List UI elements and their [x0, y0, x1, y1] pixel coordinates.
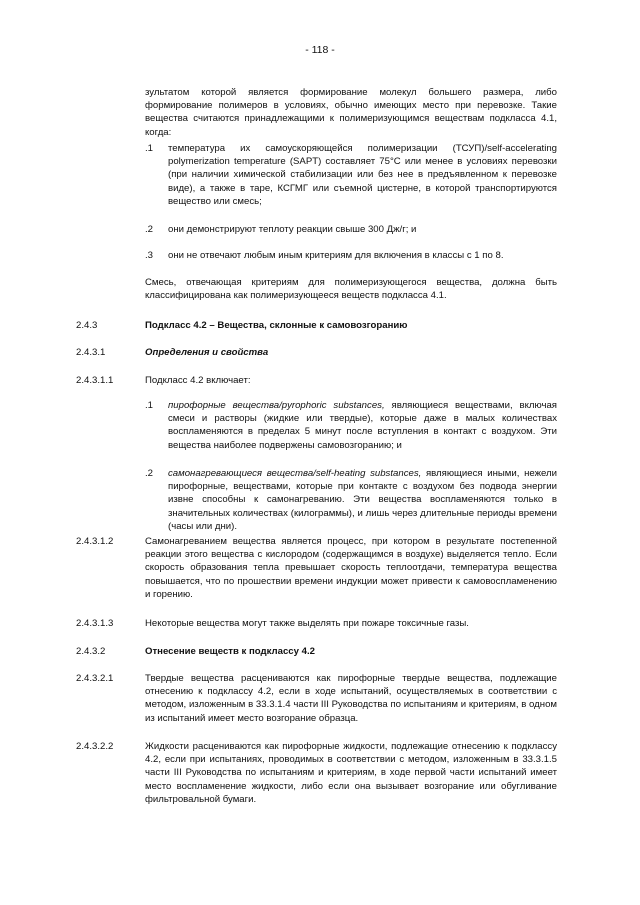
- section-number: 2.4.3.2.2: [76, 741, 114, 752]
- term: самонагревающиеся вещества/self-heating substances,: [168, 468, 422, 479]
- section-number: 2.4.3.2: [76, 646, 106, 657]
- section-number: 2.4.3.1.1: [76, 375, 114, 386]
- paragraph: Самонагреванием вещества является процесс, при котором в результате постепенной реакции этого вещества с кислородом (содержащимся в воздухе) выделяется тепло. Если скорость образования тепла превышает скорость теплоотдачи, температура вещества повышается, что по прошествии времени индукции может привести к самовоспламенению и горению.: [145, 536, 557, 600]
- section-number: 2.4.3.2.1: [76, 673, 114, 684]
- term-description: являющиеся иными, нежели пирофорные, веществами, которые при контакте с воздухом без подвода энергии извне способны к самонагреванию. Эти вещества воспламеняются только в значительных количествах (килограммы), и лишь через длительные периоды времени (часы или дни).: [168, 468, 558, 532]
- term-description: являющиеся веществами, включая смеси и растворы (жидкие или твердые), которые даже в малых количествах воспламеняются в пределах 5 минут после вступления в контакт с воздухом. Эти вещества наиболее подвержены самовозгоранию; и: [168, 400, 558, 451]
- page-number: - 118 -: [305, 44, 335, 56]
- paragraph: Подкласс 4.2 включает:: [145, 375, 251, 386]
- mixture-paragraph: Смесь, отвечающая критериям для полимеризующегося вещества, должна быть классифицирована как полимеризующееся веществ подкласса 4.1.: [145, 277, 557, 302]
- term: пирофорные вещества/pyrophoric substances,: [168, 400, 385, 411]
- section-number: 2.4.3.1.2: [76, 536, 114, 547]
- intro-paragraph: зультатом которой является формирование молекул большего размера, либо формирование полимеров в условиях, обычно имеющих место при перевозке. Такие вещества считаются принадлежащими к полимеризующимся веществам подкласса 4.1, когда:: [145, 87, 557, 138]
- list-item-text: [168, 399, 557, 452]
- paragraph: Жидкости расцениваются как пирофорные жидкости, подлежащие отнесению к подклассу 4.2, если при испытаниях, проводимых в соответствии с методом, изложенным в 33.3.1.5 части III Руководства по испытаниям и критериям, в ходе первой части испытаний имеет место воспламенение жидкости, либо если она вызывает возгорание или обугливание фильтровальной бумаги.: [145, 741, 557, 805]
- list-item-text: температура их самоускоряющейся полимеризации (ТСУП)/self-accelerating polymerization temperature (SAPT) составляет 75°C или менее в условиях перевозки (при наличии химической стабилизации или без нее в предъявленном к перевозке виде), а также в таре, КСГМГ или съемной цистерне, в которой транспортируются вещество или смесь;: [168, 143, 557, 207]
- section-title: Определения и свойства: [145, 347, 269, 358]
- list-item-number: .1: [145, 143, 154, 154]
- section-number: 2.4.3.1: [76, 347, 106, 358]
- list-item-text: они демонстрируют теплоту реакции свыше 300 Дж/г; и: [168, 224, 417, 235]
- section-number: 2.4.3.1.3: [76, 618, 114, 629]
- list-item-number: .3: [145, 250, 154, 261]
- list-item-number: .2: [145, 468, 154, 479]
- paragraph: Твердые вещества расцениваются как пирофорные твердые вещества, подлежащие отнесению к подклассу 4.2, если в ходе испытаний, осуществляемых в соответствии с методом, изложенным в 33.3.1.4 части III Руководства по испытаниям и критериям, в одном из испытаний имеет место возгорание образца.: [145, 673, 557, 724]
- list-item-text: они не отвечают любым иным критериям для включения в классы с 1 по 8.: [168, 250, 504, 261]
- section-title: Подкласс 4.2 – Вещества, склонные к самовозгоранию: [145, 320, 408, 331]
- paragraph: Некоторые вещества могут также выделять при пожаре токсичные газы.: [145, 618, 469, 629]
- section-number: 2.4.3: [76, 320, 98, 331]
- list-item-number: .1: [145, 400, 154, 411]
- list-item-number: .2: [145, 224, 154, 235]
- list-item-text: [168, 467, 557, 533]
- section-title: Отнесение веществ к подклассу 4.2: [145, 646, 315, 657]
